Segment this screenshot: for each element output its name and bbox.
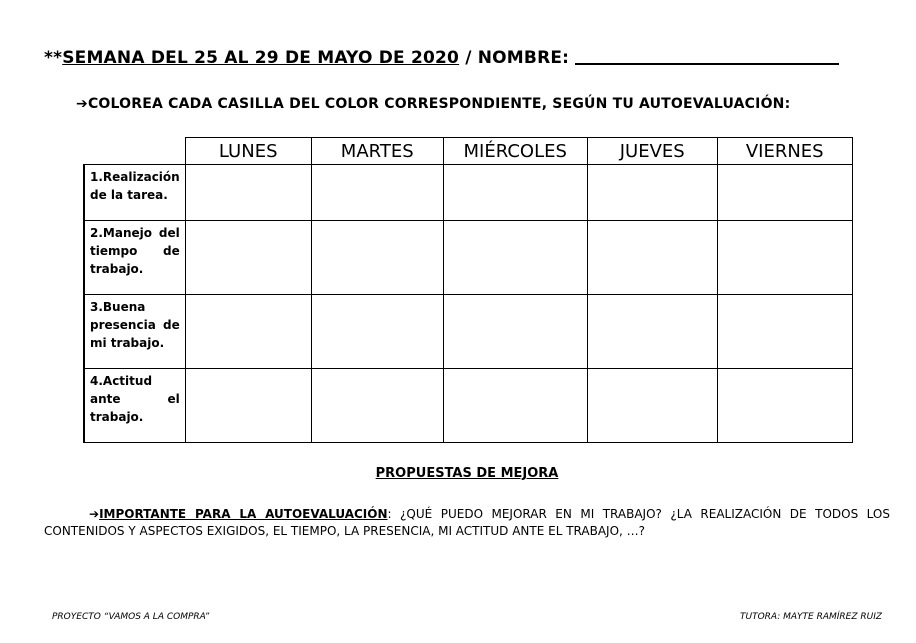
instruction-text: COLOREA CADA CASILLA DEL COLOR CORRESPONDIENTE, SEGÚN TU AUTOEVALUACIÓN: xyxy=(87,96,791,112)
grid-cell[interactable] xyxy=(717,165,852,221)
row-label-actitud: 4.Actitud ante el trabajo. xyxy=(84,369,185,443)
grid-cell[interactable] xyxy=(311,165,443,221)
name-label: / NOMBRE: xyxy=(459,48,570,68)
footer-tutor: TUTORA: MAYTE RAMÍREZ RUIZ xyxy=(740,612,883,622)
instruction-line xyxy=(76,96,790,112)
important-paragraph xyxy=(44,506,890,540)
grid-cell[interactable] xyxy=(587,221,717,295)
table-row xyxy=(84,369,852,443)
grid-cell[interactable] xyxy=(185,295,311,369)
grid-cell[interactable] xyxy=(311,295,443,369)
important-text: : ¿QUÉ PUEDO MEJORAR EN MI TRABAJO? ¿LA REALIZACIÓN DE TODOS LOS CONTENIDOS Y ASPECTOS EXIGIDOS, EL TIEMPO, LA PRESENCIA, MI ACTITUD ANTE EL TRABAJO, …? xyxy=(44,507,890,538)
grid-cell[interactable] xyxy=(443,295,587,369)
row-label-manejo-tiempo: 2.Manejo del tiempo de trabajo. xyxy=(84,221,185,295)
grid-cell[interactable] xyxy=(717,295,852,369)
day-header-viernes: VIERNES xyxy=(717,138,852,165)
table-header-row xyxy=(84,138,852,165)
self-assessment-table xyxy=(83,137,853,443)
worksheet-title xyxy=(44,47,839,68)
important-label: IMPORTANTE PARA LA AUTOEVALUACIÓN xyxy=(99,507,388,521)
grid-cell[interactable] xyxy=(443,369,587,443)
row-label-realizacion: 1.Realización de la tarea. xyxy=(84,165,185,221)
grid-cell[interactable] xyxy=(185,369,311,443)
arrow-icon: ➔ xyxy=(89,507,100,521)
proposals-title: PROPUESTAS DE MEJORA xyxy=(375,466,559,481)
grid-cell[interactable] xyxy=(185,221,311,295)
table-row xyxy=(84,221,852,295)
day-header-miercoles: MIÉRCOLES xyxy=(443,138,587,165)
day-header-martes: MARTES xyxy=(311,138,443,165)
row-label-buena-presencia: 3.Buena presencia de mi trabajo. xyxy=(84,295,185,369)
arrow-icon: ➔ xyxy=(76,96,88,112)
grid-cell[interactable] xyxy=(443,221,587,295)
grid-cell[interactable] xyxy=(311,369,443,443)
name-blank-line[interactable] xyxy=(575,47,839,65)
table-row xyxy=(84,295,852,369)
grid-cell[interactable] xyxy=(443,165,587,221)
table-corner-cell xyxy=(84,138,185,165)
week-title: SEMANA DEL 25 AL 29 DE MAYO DE 2020 xyxy=(62,48,460,68)
grid-cell[interactable] xyxy=(587,369,717,443)
day-header-lunes: LUNES xyxy=(185,138,311,165)
grid-cell[interactable] xyxy=(587,295,717,369)
grid-cell[interactable] xyxy=(587,165,717,221)
footer-project: PROYECTO “VAMOS A LA COMPRA” xyxy=(52,612,210,622)
grid-cell[interactable] xyxy=(185,165,311,221)
grid-cell[interactable] xyxy=(311,221,443,295)
day-header-jueves: JUEVES xyxy=(587,138,717,165)
grid-cell[interactable] xyxy=(717,369,852,443)
table-row xyxy=(84,165,852,221)
grid-cell[interactable] xyxy=(717,221,852,295)
title-prefix: ** xyxy=(44,48,63,68)
